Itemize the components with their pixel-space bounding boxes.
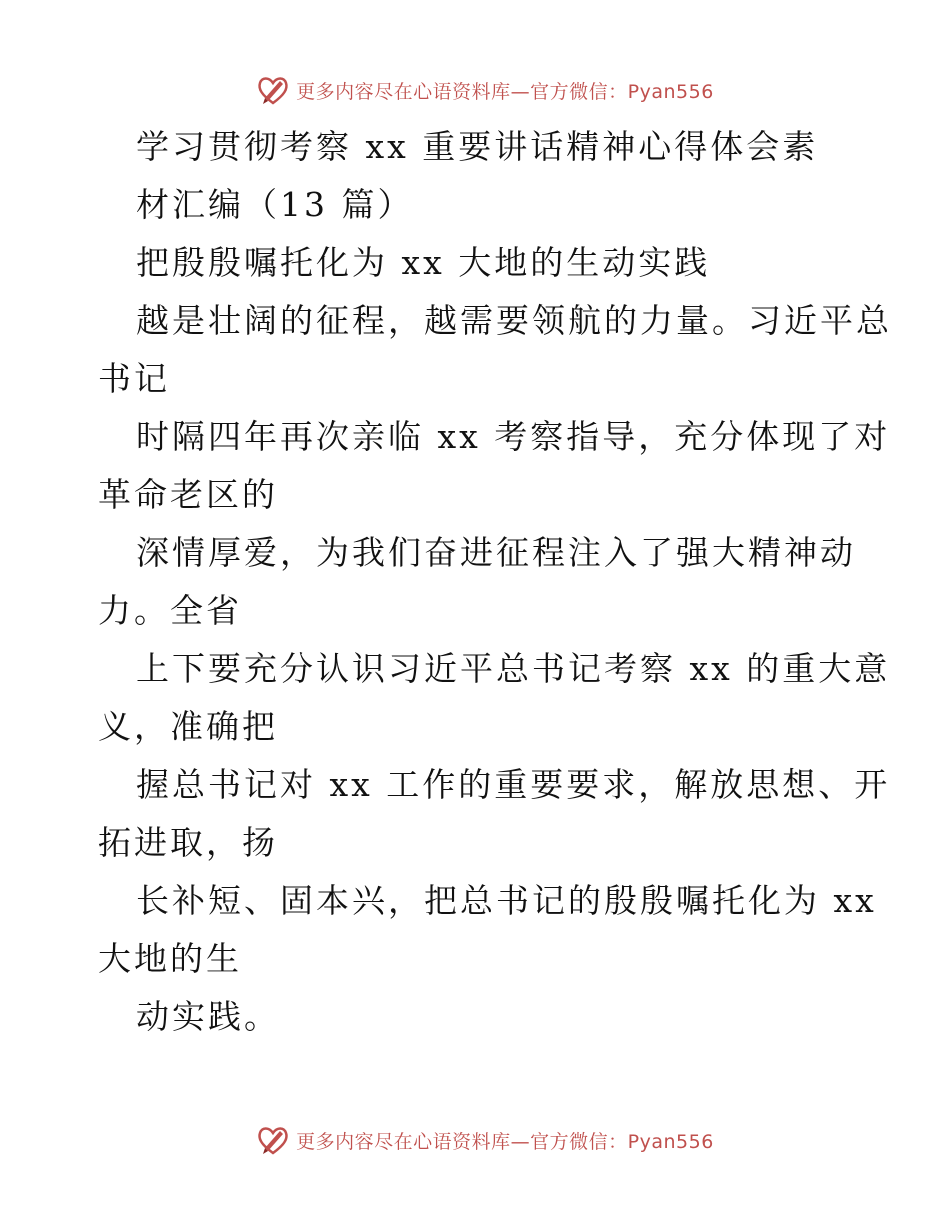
paragraph-line: 长补短、固本兴，把总书记的殷殷嘱托化为 xx [136, 881, 877, 920]
paragraph-line: 时隔四年再次亲临 xx 考察指导，充分体现了对 [136, 417, 891, 456]
footer-banner-content [256, 1123, 714, 1157]
paragraph-line: 握总书记对 xx 工作的重要要求，解放思想、开 [136, 765, 891, 804]
doc-title-line-2: 材汇编（13 篇） [136, 185, 414, 224]
paragraph-line: 上下要充分认识习近平总书记考察 xx 的重大意 [136, 649, 891, 688]
section-heading: 把殷殷嘱托化为 xx 大地的生动实践 [136, 243, 711, 282]
footer-banner [0, 1120, 950, 1160]
header-banner-text: 更多内容尽在心语资料库—官方微信：Pyan556 [296, 80, 714, 103]
paragraph-line: 革命老区的 [98, 475, 278, 514]
paragraph-line: 拓进取，扬 [98, 823, 278, 862]
header-banner [0, 70, 950, 110]
paragraph-line: 动实践。 [136, 997, 280, 1036]
paragraph-line: 义，准确把 [98, 707, 278, 746]
heart-pen-logo-icon [256, 1123, 290, 1157]
footer-banner-text: 更多内容尽在心语资料库—官方微信：Pyan556 [296, 1130, 714, 1153]
document-body [98, 118, 892, 1046]
paragraph-line: 越是壮阔的征程，越需要领航的力量。习近平总 [136, 301, 892, 340]
paragraph-line: 力。全省 [98, 591, 242, 630]
heart-pen-logo-icon [256, 73, 290, 107]
doc-title-line-1: 学习贯彻考察 xx 重要讲话精神心得体会素 [136, 127, 819, 166]
paragraph-line: 大地的生 [98, 939, 242, 978]
paragraph-line: 深情厚爱，为我们奋进征程注入了强大精神动 [136, 533, 856, 572]
header-banner-content [256, 73, 714, 107]
paragraph-line: 书记 [98, 359, 170, 398]
